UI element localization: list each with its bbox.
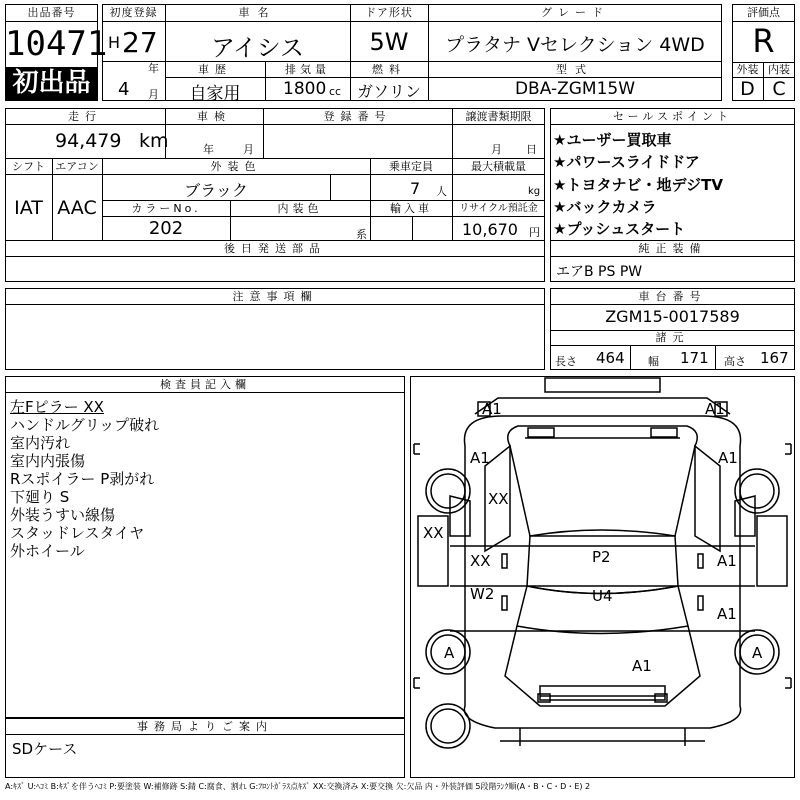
damage-mark: A1 [718, 449, 738, 467]
first-reg-label: 初度登録 [109, 6, 158, 19]
equipment: エアB PS PW [556, 264, 643, 280]
inspector-item: 室内内張傷 [10, 452, 86, 470]
damage-mark: XX [423, 524, 444, 542]
transfer-month: 月 [491, 143, 502, 156]
damage-mark: A1 [717, 552, 737, 570]
door-label: ドア形状 [365, 6, 413, 19]
seats-label: 乗車定員 [389, 160, 433, 173]
reg-month-unit: 月 [148, 88, 159, 101]
interior-color-unit: 系 [356, 228, 367, 241]
damage-mark: W2 [470, 585, 495, 603]
grade-label: グレード [541, 6, 609, 19]
displacement-unit: cc [329, 85, 342, 98]
interior-label: 内装 [768, 63, 790, 76]
era: H [108, 33, 121, 52]
door-type: 5W [369, 28, 409, 56]
damage-mark: P2 [592, 548, 611, 566]
interior-color-label: 内装色 [277, 202, 323, 215]
interior-grade: C [772, 78, 786, 100]
damage-mark: XX [488, 490, 509, 508]
mileage: 94,479 [55, 130, 122, 152]
history: 自家用 [189, 84, 241, 104]
fuel: ガソリン [356, 82, 421, 101]
ac-label: エアコン [55, 160, 99, 173]
spec-label: 諸元 [655, 331, 690, 344]
damage-mark: XX [470, 552, 491, 570]
color-label: 外装色 [210, 160, 262, 173]
inspector-item: Rスポイラー P剥がれ [10, 470, 155, 488]
inspector-item: 外装うすい線傷 [10, 506, 116, 524]
office-note: SDケース [12, 740, 78, 758]
inspector-item: 室内汚れ [10, 434, 71, 452]
inspector-item: 外ホイール [10, 542, 85, 560]
damage-mark: U4 [592, 587, 613, 605]
damage-mark: A [752, 644, 763, 662]
width-label: 幅 [648, 355, 659, 368]
recycle-amount: 10,670 [462, 220, 518, 239]
inspection-year: 年 [203, 143, 214, 156]
chassis-number: ZGM15-0017589 [605, 307, 740, 326]
sales-point: ★バックカメラ [553, 198, 657, 216]
recycle-unit: 円 [529, 226, 540, 239]
car-diagram [410, 376, 795, 778]
model-label: 型式 [556, 63, 594, 76]
reg-year-unit: 年 [148, 62, 159, 75]
reg-year: 27 [122, 26, 158, 59]
shift: IAT [14, 197, 43, 219]
car-name: アイシス [210, 34, 305, 62]
mileage-unit: km [139, 130, 169, 152]
damage-mark: A1 [717, 605, 737, 623]
load-unit: kg [528, 186, 541, 197]
damage-mark: A1 [632, 657, 652, 675]
height-label: 高さ [724, 355, 746, 368]
office-label: 事務局よりご案内 [137, 720, 273, 733]
car-name-label: 車名 [238, 6, 277, 19]
inspector-item: スタッドレスタイヤ [10, 524, 145, 542]
seats: 7 [410, 179, 421, 198]
length: 464 [596, 349, 625, 367]
inspector-item: 下廻り S [10, 488, 70, 506]
model: DBA-ZGM15W [514, 79, 636, 99]
sales-point: ★パワースライドドア [553, 153, 700, 171]
history-label: 車歴 [198, 63, 232, 76]
later-parts-label: 後日発送部品 [224, 242, 326, 255]
import-label: 輸入車 [390, 202, 432, 215]
damage-mark: A1 [470, 449, 490, 467]
sales-points-label: セールスポイント [612, 110, 732, 123]
lot-number-label: 出品番号 [27, 6, 76, 19]
shift-label: シフト [12, 160, 45, 173]
damage-mark: A [444, 644, 455, 662]
height: 167 [760, 349, 789, 367]
reg-no-label: 登録番号 [323, 110, 392, 123]
grade: プラタナ Vセレクション 4WD [445, 34, 705, 56]
exterior-grade: D [740, 78, 755, 100]
damage-mark: A1 [705, 400, 725, 418]
length-label: 長さ [555, 355, 577, 368]
inspector-item: ハンドルグリップ破れ [10, 416, 160, 434]
lot-number: 10471 [5, 24, 108, 64]
first-listing-badge: 初出品 [6, 67, 97, 100]
inspector-item: 左Fピラー XX [10, 398, 104, 416]
color-no-label: カラーNo. [131, 202, 201, 215]
seats-unit: 人 [436, 185, 447, 198]
sales-point: ★トヨタナビ・地デジTV [553, 176, 723, 194]
inspection-label: 車検 [197, 110, 231, 123]
damage-mark: A1 [482, 400, 502, 418]
mileage-label: 走行 [68, 110, 102, 123]
sales-point: ★プッシュスタート [553, 220, 686, 238]
equipment-label: 純正装備 [638, 242, 707, 255]
legend: A:ｷｽﾞ U:ﾍｺﾐ B:ｷｽﾞを伴うﾍｺﾐ P:要塗装 W:補修跡 S:錆 C:腐食、割れ G:ﾌﾛﾝﾄｶﾞﾗｽ点ｷｽﾞ XX:交換済み X:要交換 欠:欠品 内・外装評価 5段階ﾗﾝｸ順(A・B・C・D・E) 2 [5, 782, 591, 791]
width: 171 [680, 349, 709, 367]
sales-point: ★ユーザー買取車 [553, 131, 672, 149]
displacement: 1800 [283, 79, 327, 99]
inspection-month: 月 [243, 143, 254, 156]
inspector-label: 検査員記入欄 [160, 378, 250, 391]
score: R [752, 22, 775, 60]
transfer-label: 譲渡書類期限 [465, 110, 532, 123]
chassis-label: 車台番号 [638, 290, 707, 303]
color: ブラック [184, 181, 248, 200]
load-label: 最大積載量 [471, 160, 526, 173]
fuel-label: 燃料 [372, 63, 406, 76]
displacement-label: 排気量 [285, 63, 330, 76]
recycle-label: リサイクル預託金 [459, 203, 538, 214]
color-no: 202 [148, 218, 184, 239]
ac: AAC [57, 197, 97, 219]
reg-month: 4 [118, 79, 130, 100]
transfer-day: 日 [526, 143, 537, 156]
notes-label: 注意事項欄 [232, 290, 318, 303]
score-label: 評価点 [747, 6, 780, 19]
exterior-label: 外装 [736, 63, 759, 76]
